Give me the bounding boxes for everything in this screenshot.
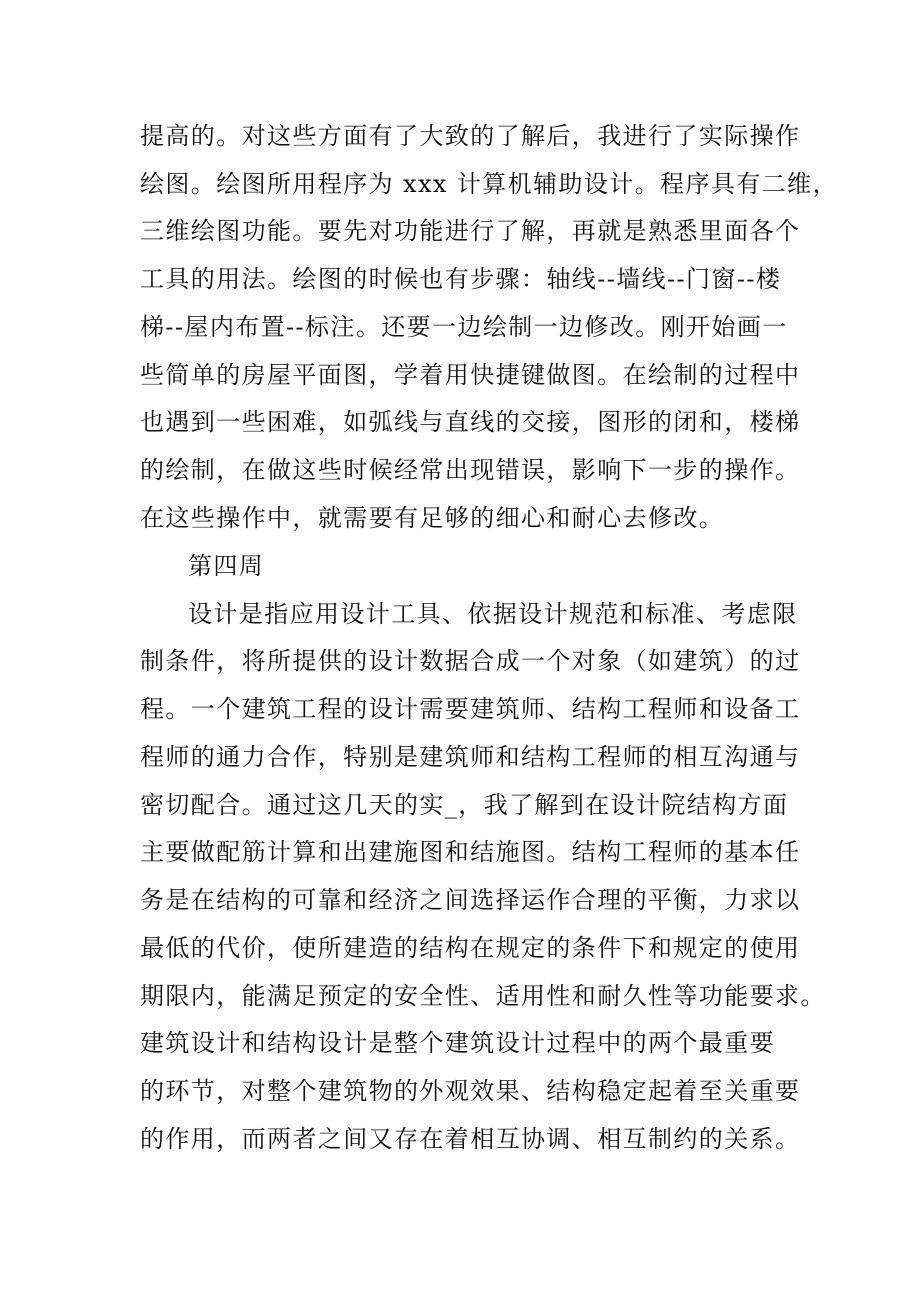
paragraph-line: 密切配合。通过这几天的实_，我了解到在设计院结构方面 — [140, 791, 789, 819]
paragraph-line: 建筑设计和结构设计是整个建筑设计过程中的两个最重要 — [140, 1029, 775, 1057]
section-heading: 第四周 — [188, 552, 265, 580]
paragraph-line: 三维绘图功能。要先对功能进行了解，再就是熟悉里面各个 — [140, 217, 801, 245]
paragraph-line: 务是在结构的可靠和经济之间选择运作合理的平衡，力求以 — [140, 886, 801, 914]
paragraph-line: 设计是指应用设计工具、依据设计规范和标准、考虑限 — [188, 600, 798, 628]
paragraph-line: 主要做配筋计算和出建施图和结施图。结构工程师的基本任 — [140, 838, 801, 866]
paragraph-line: 的绘制，在做这些时候经常出现错误，影响下一步的操作。 — [140, 456, 801, 484]
paragraph-line: 期限内，能满足预定的安全性、适用性和耐久性等功能要求。 — [140, 982, 826, 1010]
paragraph-line: 的作用，而两者之间又存在着相互协调、相互制约的关系。 — [140, 1125, 801, 1153]
paragraph-line: 最低的代价，使所建造的结构在规定的条件下和规定的使用 — [140, 934, 801, 962]
paragraph-line: 梯--屋内布置--标注。还要一边绘制一边修改。刚开始画一 — [140, 313, 788, 341]
paragraph-line: 的环节，对整个建筑物的外观效果、结构稳定起着至关重要 — [140, 1077, 801, 1105]
paragraph-line: 提高的。对这些方面有了大致的了解后，我进行了实际操作 — [140, 122, 801, 150]
paragraph-line: 制条件，将所提供的设计数据合成一个对象（如建筑）的过 — [140, 647, 801, 675]
paragraph-line: 在这些操作中，就需要有足够的细心和耐心去修改。 — [140, 504, 725, 532]
paragraph-line: 些简单的房屋平面图，学着用快捷键做图。在绘制的过程中 — [140, 361, 801, 389]
paragraph-line: 也遇到一些困难，如弧线与直线的交接，图形的闭和，楼梯 — [140, 408, 801, 436]
paragraph-line: 程。一个建筑工程的设计需要建筑师、结构工程师和设备工 — [140, 695, 801, 723]
paragraph-line: 工具的用法。绘图的时候也有步骤：轴线--墙线--门窗--楼 — [140, 265, 782, 293]
paragraph-line: 绘图。绘图所用程序为 xxx 计算机辅助设计。程序具有二维， — [140, 170, 838, 198]
paragraph-line: 程师的通力合作，特别是建筑师和结构工程师的相互沟通与 — [140, 743, 801, 771]
